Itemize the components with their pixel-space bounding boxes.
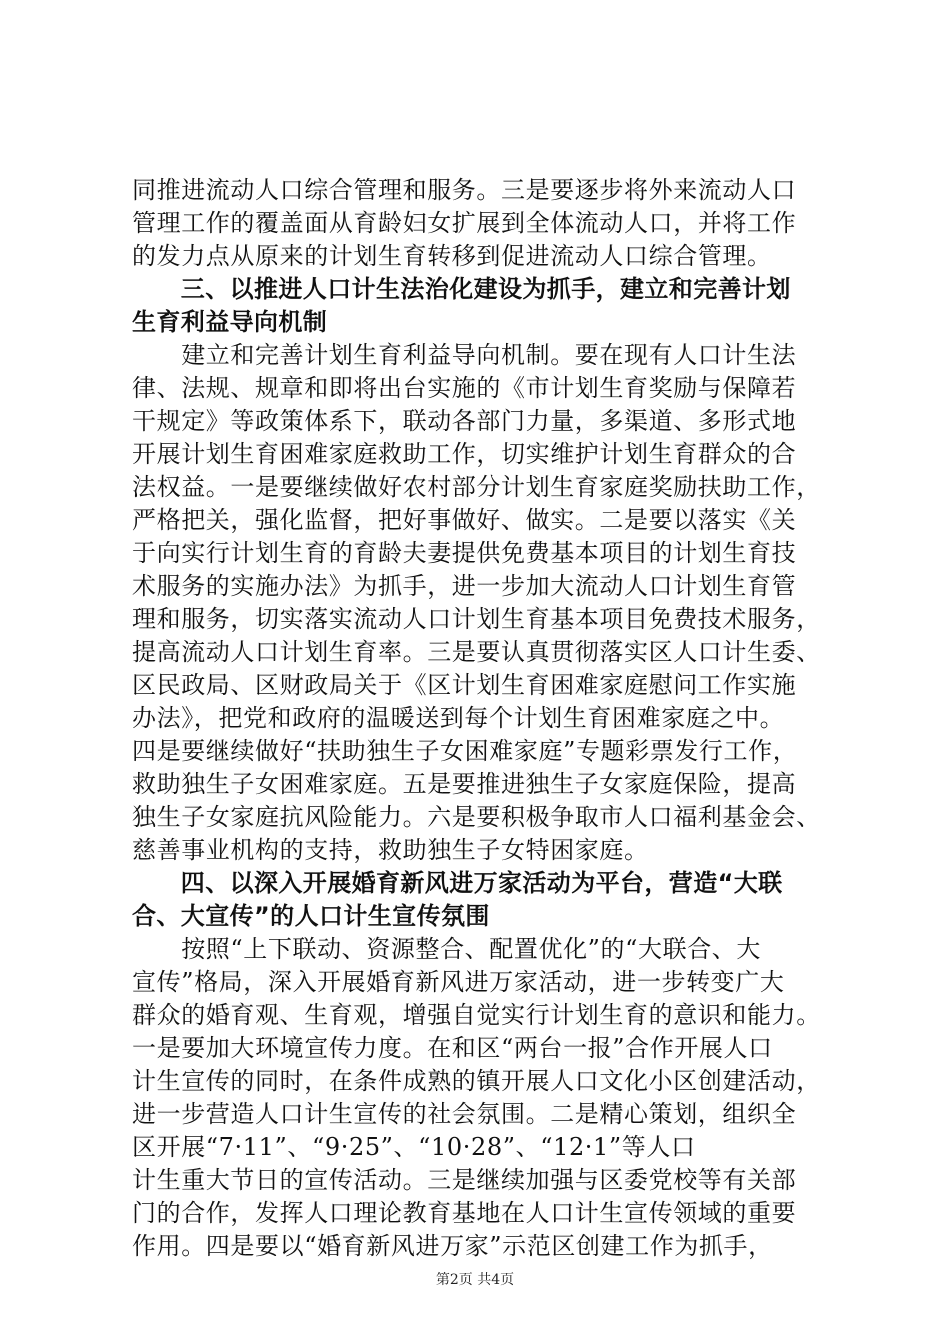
paragraph-line: 救助独生子女困难家庭。五是要推进独生子女家庭保险，提高 bbox=[132, 770, 797, 798]
paragraph-line: 一是要加大环境宣传力度。在和区“两台一报”合作开展人口 bbox=[132, 1034, 773, 1062]
paragraph-line: 群众的婚育观、生育观，增强自觉实行计划生育的意识和能力。 bbox=[132, 1001, 821, 1029]
paragraph-line: 进一步营造人口计生宣传的社会氛围。二是精心策划，组织全 bbox=[132, 1100, 797, 1128]
paragraph-line: 律、法规、规章和即将出台实施的《市计划生育奖励与保障若 bbox=[132, 374, 797, 402]
paragraph-line: 门的合作，发挥人口理论教育基地在人口计生宣传领域的重要 bbox=[132, 1199, 797, 1227]
paragraph-line: 计生重大节日的宣传活动。三是继续加强与区委党校等有关部 bbox=[132, 1166, 797, 1194]
paragraph-line: 干规定》等政策体系下，联动各部门力量，多渠道、多形式地 bbox=[132, 407, 797, 435]
section-heading-line: 合、大宣传”的人口计生宣传氛围 bbox=[132, 902, 490, 930]
paragraph-line: 理和服务，切实落实流动人口计划生育基本项目免费技术服务， bbox=[132, 605, 821, 633]
paragraph-line: 独生子女家庭抗风险能力。六是要积极争取市人口福利基金会、 bbox=[132, 803, 821, 831]
paragraph-line: 宣传”格局，深入开展婚育新风进万家活动，进一步转变广大 bbox=[132, 968, 785, 996]
paragraph-line: 慈善事业机构的支持，救助独生子女特困家庭。 bbox=[132, 836, 649, 864]
section-heading-line: 生育利益导向机制 bbox=[132, 308, 328, 336]
paragraph-line: 同推进流动人口综合管理和服务。三是要逐步将外来流动人口 bbox=[132, 176, 797, 204]
paragraph-line: 区开展“7·11”、“9·25”、“10·28”、“12·1”等人口 bbox=[132, 1133, 696, 1161]
paragraph-line: 计生宣传的同时，在条件成熟的镇开展人口文化小区创建活动， bbox=[132, 1067, 821, 1095]
paragraph-line: 四是要继续做好“扶助独生子女困难家庭”专题彩票发行工作， bbox=[132, 737, 798, 765]
paragraph-line: 法权益。一是要继续做好农村部分计划生育家庭奖励扶助工作， bbox=[132, 473, 821, 501]
paragraph-line: 按照“上下联动、资源整合、配置优化”的“大联合、大 bbox=[132, 935, 762, 963]
paragraph-line: 开展计划生育困难家庭救助工作，切实维护计划生育群众的合 bbox=[132, 440, 797, 468]
paragraph-line: 提高流动人口计划生育率。三是要认真贯彻落实区人口计生委、 bbox=[132, 638, 821, 666]
paragraph-line: 于向实行计划生育的育龄夫妻提供免费基本项目的计划生育技 bbox=[132, 539, 797, 567]
section-heading-line: 四、以深入开展婚育新风进万家活动为平台，营造“大联 bbox=[132, 869, 783, 897]
paragraph-line: 区民政局、区财政局关于《区计划生育困难家庭慰问工作实施 bbox=[132, 671, 797, 699]
paragraph-line: 术服务的实施办法》为抓手，进一步加大流动人口计划生育管 bbox=[132, 572, 797, 600]
page-footer: 第2页 共4页 bbox=[435, 1272, 515, 1288]
paragraph-line: 的发力点从原来的计划生育转移到促进流动人口综合管理。 bbox=[132, 242, 772, 270]
document-body bbox=[132, 174, 832, 1263]
paragraph-line: 作用。四是要以“婚育新风进万家”示范区创建工作为抓手， bbox=[132, 1232, 773, 1260]
paragraph-line: 严格把关，强化监督，把好事做好、做实。二是要以落实《关 bbox=[132, 506, 797, 534]
paragraph-line: 建立和完善计划生育利益导向机制。要在现有人口计生法 bbox=[132, 341, 797, 369]
paragraph-line: 办法》，把党和政府的温暖送到每个计划生育困难家庭之中。 bbox=[132, 704, 785, 732]
paragraph-line: 管理工作的覆盖面从育龄妇女扩展到全体流动人口，并将工作 bbox=[132, 209, 797, 237]
section-heading-line: 三、以推进人口计生法治化建设为抓手，建立和完善计划 bbox=[132, 275, 791, 303]
